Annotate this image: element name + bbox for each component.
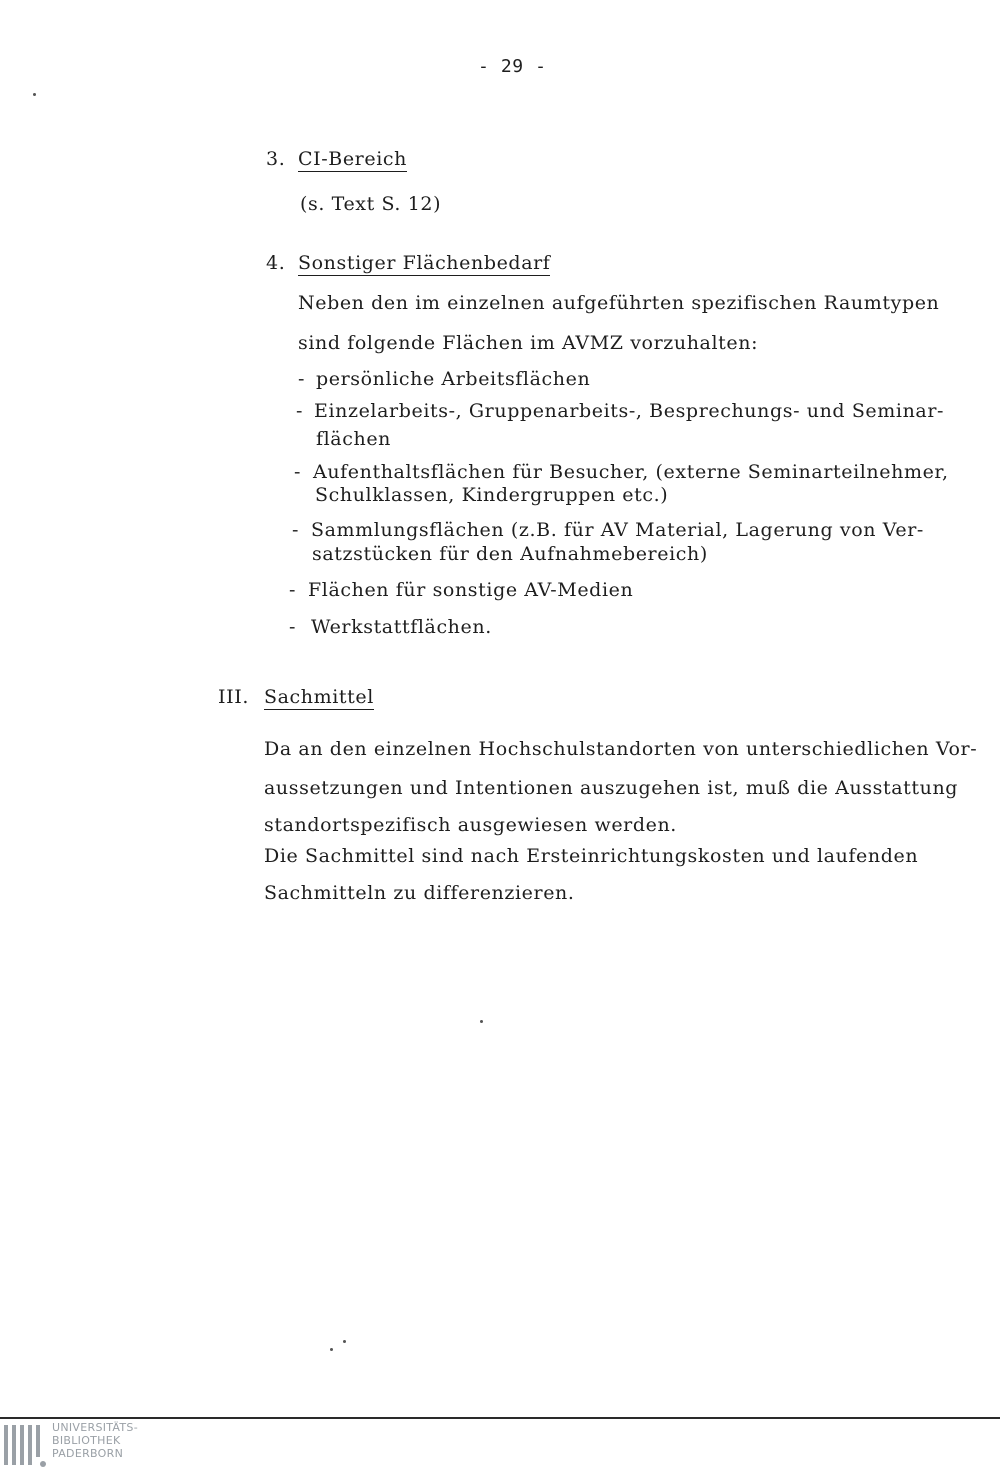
list-item: Aufenthaltsflächen für Besucher, (externe Seminarteilnehmer,	[313, 461, 949, 483]
list-item: Sammlungsflächen (z.B. für AV Material, Lagerung von Ver-	[311, 519, 924, 541]
paragraph-line: standortspezifisch ausgewiesen werden.	[264, 814, 677, 836]
section-4-intro-line-1: Neben den im einzelnen aufgeführten spezifischen Raumtypen	[298, 292, 940, 314]
footer-rule	[0, 1417, 1000, 1419]
paragraph-line: Da an den einzelnen Hochschulstandorten von unterschiedlichen Vor-	[264, 738, 978, 760]
section-iii-number: III.	[218, 686, 249, 708]
list-item-dash: -	[289, 579, 297, 601]
list-item-dash: -	[298, 368, 306, 390]
logo-line-3: PADERBORN	[52, 1447, 124, 1460]
section-4-heading: Sonstiger Flächenbedarf	[298, 252, 551, 274]
section-iii-heading: Sachmittel	[264, 686, 374, 708]
list-item-continuation: satzstücken für den Aufnahmebereich)	[312, 543, 708, 565]
library-logo	[0, 1419, 140, 1469]
scan-speck	[480, 1020, 483, 1023]
section-3-reference: (s. Text S. 12)	[300, 193, 442, 215]
list-item-continuation: Schulklassen, Kindergruppen etc.)	[315, 484, 669, 506]
list-item: Einzelarbeits-, Gruppenarbeits-, Besprechungs- und Seminar-	[314, 400, 945, 422]
paragraph-line: Sachmitteln zu differenzieren.	[264, 882, 575, 904]
list-item-dash: -	[296, 400, 304, 422]
library-logo-icon	[2, 1423, 46, 1467]
list-item-continuation: flächen	[316, 428, 391, 450]
list-item: Werkstattflächen.	[311, 616, 492, 638]
logo-line-1: UNIVERSITÄTS-	[52, 1421, 138, 1434]
logo-line-2: BIBLIOTHEK	[52, 1434, 121, 1447]
section-3-heading: CI-Bereich	[298, 148, 407, 170]
paragraph-line: Die Sachmittel sind nach Ersteinrichtungskosten und laufenden	[264, 845, 919, 867]
scan-speck	[33, 93, 36, 96]
list-item-dash: -	[289, 616, 297, 638]
section-3-number: 3.	[266, 148, 286, 170]
scan-speck	[330, 1348, 333, 1351]
scan-speck	[343, 1340, 346, 1343]
list-item: persönliche Arbeitsflächen	[316, 368, 591, 390]
list-item-dash: -	[292, 519, 300, 541]
list-item-dash: -	[294, 461, 302, 483]
paragraph-line: aussetzungen und Intentionen auszugehen ist, muß die Ausstattung	[264, 777, 959, 799]
list-item: Flächen für sonstige AV-Medien	[308, 579, 634, 601]
page-number: - 29 -	[478, 56, 547, 77]
section-4-intro-line-2: sind folgende Flächen im AVMZ vorzuhalten:	[298, 332, 759, 354]
section-4-number: 4.	[266, 252, 286, 274]
